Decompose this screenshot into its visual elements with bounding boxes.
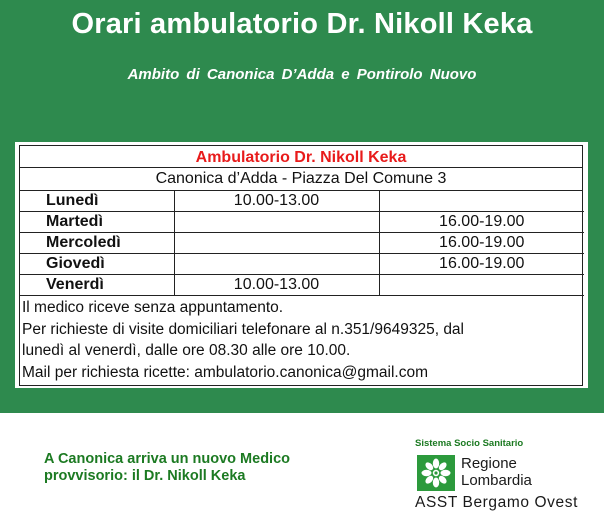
logo-asst-name: ASST Bergamo Ovest: [415, 494, 578, 511]
day-cell: Mercoledì: [20, 233, 174, 254]
logo-region-line: Lombardia: [461, 472, 532, 489]
regione-lombardia-logo: [415, 438, 595, 518]
logo-region-line: Regione: [461, 455, 517, 472]
note-line: Per richieste di visite domiciliari telefonare al n.351/9649325, dal: [22, 320, 464, 338]
table-row: [20, 275, 584, 296]
announcement: [44, 451, 290, 485]
morning-slot: 10.00-13.00: [174, 275, 379, 296]
page-title: Orari ambulatorio Dr. Nikoll Keka: [71, 8, 533, 40]
ambulatorio-address: Canonica d’Adda - Piazza Del Comune 3: [20, 168, 582, 191]
morning-slot: 10.00-13.00: [174, 191, 379, 212]
table-row: [20, 212, 584, 233]
logo-region-name: [461, 455, 532, 489]
afternoon-slot: [379, 275, 584, 296]
table-row: [20, 233, 584, 254]
note-line: Mail per richiesta ricette: ambulatorio.canonica@gmail.com: [22, 363, 428, 381]
day-cell: Martedì: [20, 212, 174, 233]
note-line: Il medico riceve senza appuntamento.: [22, 299, 284, 316]
table-row: [20, 191, 584, 212]
page-subtitle: Ambito di Canonica D’Adda e Pontirolo Nuovo: [127, 66, 477, 83]
afternoon-slot: 16.00-19.00: [379, 212, 584, 233]
afternoon-slot: 16.00-19.00: [379, 254, 584, 275]
afternoon-slot: 16.00-19.00: [379, 233, 584, 254]
announcement-line: provvisorio: il Dr. Nikoll Keka: [44, 468, 246, 484]
afternoon-slot: [379, 191, 584, 212]
announcement-line: A Canonica arriva un nuovo Medico: [44, 451, 291, 467]
day-cell: Giovedì: [20, 254, 174, 275]
schedule-table: [20, 191, 584, 296]
notes-block: [20, 296, 582, 385]
day-cell: Venerdì: [20, 275, 174, 296]
schedule-card: [19, 145, 583, 386]
table-row: [20, 254, 584, 275]
note-line: lunedì al venerdì, dalle ore 08.30 alle ore 10.00.: [22, 342, 351, 359]
ambulatorio-name: Ambulatorio Dr. Nikoll Keka: [20, 146, 582, 168]
morning-slot: [174, 233, 379, 254]
morning-slot: [174, 212, 379, 233]
logo-system-text: Sistema Socio Sanitario: [415, 438, 524, 449]
day-cell: Lunedì: [20, 191, 174, 212]
morning-slot: [174, 254, 379, 275]
lombardia-rose-icon: [417, 455, 455, 491]
